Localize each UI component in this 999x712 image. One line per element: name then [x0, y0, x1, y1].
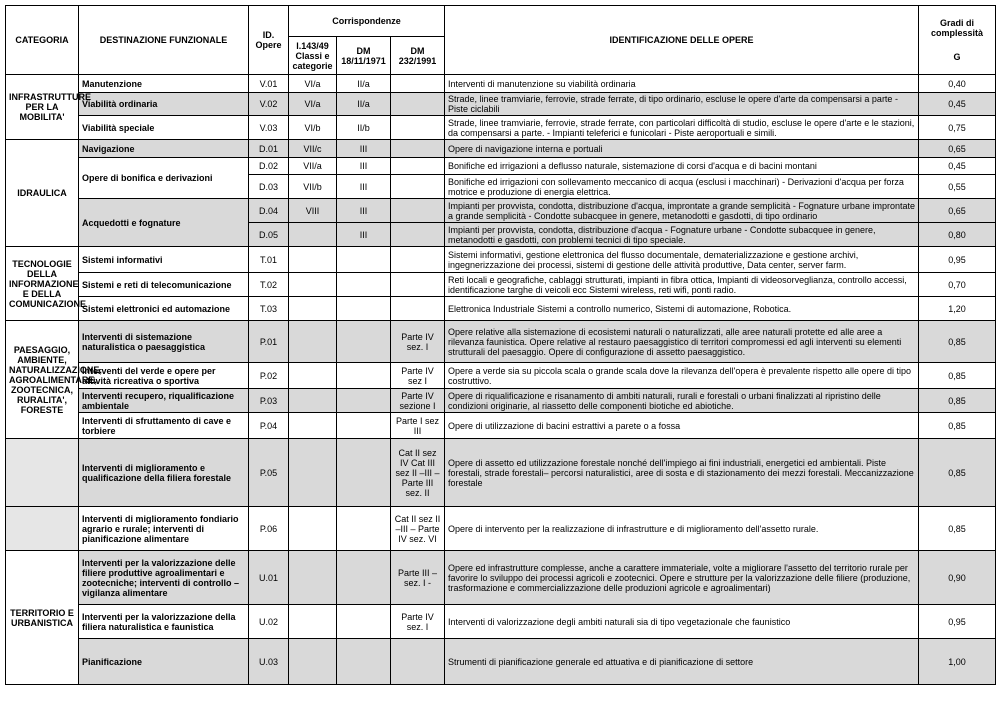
g-cell: 0,85 [919, 507, 996, 551]
desc-cell: Opere a verde sia su piccola scala o grande scala dove la rilevanza dell'opera è prevalente rispetto alle opere di tipo costruttivo. [445, 363, 919, 389]
dm91-cell: Parte IV sez. I [391, 321, 445, 363]
desc-cell: Elettronica Industriale Sistemi a controllo numerico, Sistemi di automazione, Robotica. [445, 297, 919, 321]
desc-cell: Sistemi informativi, gestione elettronica del flusso documentale, dematerializzazione e gestione archivi, ingegnerizzazione dei processi, sistemi di gestione delle attività produttive, Data center, server farm. [445, 247, 919, 273]
l143-cell: VIII [289, 199, 337, 223]
desc-cell: Impianti per provvista, condotta, distribuzione d'acqua, improntate a grande semplicità - Fognature urbane improntate a grande semplicità - Condotte subacquee in genere, metanodotti e gasdotti, di tipo ordinario [445, 199, 919, 223]
l143-cell [289, 551, 337, 605]
header-gradi-label: Gradi di complessità [930, 18, 984, 38]
desc-cell: Bonifiche ed irrigazioni con sollevamento meccanico di acqua (esclusi i macchinari) - Derivazioni d'acqua per forza motrice e produzione di energia elettrica. [445, 175, 919, 199]
l143-cell [289, 223, 337, 247]
dm91-cell: Parte IV sezione I [391, 389, 445, 413]
dm91-cell [391, 75, 445, 93]
category-empty [6, 507, 79, 551]
desc-cell: Opere di assetto ed utilizzazione forestale nonché dell'impiego ai fini industriali, energetici ed ambientali. Piste forestali, strade forestali– percorsi naturalistici, aree di sosta e di stazionamento dei mezzi forestali. Meccanizzazione forestale [445, 439, 919, 507]
dest-cell: Sistemi e reti di telecomunicazione [79, 273, 249, 297]
g-cell: 0,95 [919, 247, 996, 273]
g-cell: 0,80 [919, 223, 996, 247]
dest-cell: Interventi di sistemazione naturalistica o paesaggistica [79, 321, 249, 363]
dm71-cell [337, 273, 391, 297]
g-cell: 0,45 [919, 158, 996, 175]
dm71-cell [337, 551, 391, 605]
l143-cell [289, 321, 337, 363]
header-l143: l.143/49 Classi e categorie [289, 37, 337, 75]
dest-cell: Sistemi informativi [79, 247, 249, 273]
id-cell: V.03 [249, 116, 289, 140]
g-cell: 0,85 [919, 321, 996, 363]
dest-cell: Interventi di sfruttamento di cave e torbiere [79, 413, 249, 439]
dm71-cell [337, 297, 391, 321]
l143-cell [289, 605, 337, 639]
dm71-cell [337, 439, 391, 507]
id-cell: P.04 [249, 413, 289, 439]
id-cell: D.03 [249, 175, 289, 199]
l143-cell [289, 639, 337, 685]
g-cell: 0,40 [919, 75, 996, 93]
dm91-cell: Parte IV sez I [391, 363, 445, 389]
desc-cell: Strade, linee tramviarie, ferrovie, strade ferrate, di tipo ordinario, escluse le opere d'arte da compensarsi a parte - Piste ciclabili [445, 93, 919, 116]
dest-cell: Viabilità ordinaria [79, 93, 249, 116]
desc-cell: Interventi di manutenzione su viabilità ordinaria [445, 75, 919, 93]
header-g: G [953, 52, 961, 62]
g-cell: 0,70 [919, 273, 996, 297]
dm91-cell [391, 223, 445, 247]
dm71-cell [337, 413, 391, 439]
l143-cell: VI/b [289, 116, 337, 140]
dm91-cell [391, 247, 445, 273]
desc-cell: Opere di utilizzazione di bacini estrattivi a parete o a fossa [445, 413, 919, 439]
dm91-cell: Parte III – sez. I - [391, 551, 445, 605]
desc-cell: Opere di navigazione interna e portuali [445, 140, 919, 158]
l143-cell [289, 507, 337, 551]
desc-cell: Opere di riqualificazione e risanamento di ambiti naturali, rurali e forestali o urbani finalizzati al ripristino delle condizioni originarie, al riassetto delle componenti biotiche ed abiotiche. [445, 389, 919, 413]
header-dm1971: DM 18/11/1971 [337, 37, 391, 75]
l143-cell [289, 273, 337, 297]
dm91-cell [391, 158, 445, 175]
dm91-cell [391, 140, 445, 158]
desc-cell: Bonifiche ed irrigazioni a deflusso naturale, sistemazione di corsi d'acqua e di bacini montani [445, 158, 919, 175]
l143-cell [289, 247, 337, 273]
dm91-cell [391, 273, 445, 297]
header-id-opere: ID. Opere [249, 6, 289, 75]
id-cell: T.03 [249, 297, 289, 321]
desc-cell: Interventi di valorizzazione degli ambiti naturali sia di tipo vegetazionale che faunistico [445, 605, 919, 639]
desc-cell: Reti locali e geografiche, cablaggi strutturati, impianti in fibra ottica, Impianti di videosorveglianza, controllo accessi, identificazione targhe di veicoli ecc Sistemi wireless, reti wifi, ponti radio. [445, 273, 919, 297]
desc-cell: Strumenti di pianificazione generale ed attuativa e di pianificazione di settore [445, 639, 919, 685]
dest-cell: Opere di bonifica e derivazioni [79, 158, 249, 199]
dm91-cell [391, 199, 445, 223]
g-cell: 0,95 [919, 605, 996, 639]
dm71-cell [337, 321, 391, 363]
dest-cell: Viabilità speciale [79, 116, 249, 140]
dm71-cell [337, 363, 391, 389]
g-cell: 0,85 [919, 389, 996, 413]
category-infrastrutture: INFRASTRUTTURE PER LA MOBILITA' [6, 75, 79, 140]
id-cell: U.01 [249, 551, 289, 605]
header-destinazione: DESTINAZIONE FUNZIONALE [79, 6, 249, 75]
dm71-cell: III [337, 223, 391, 247]
id-cell: T.02 [249, 273, 289, 297]
dm91-cell [391, 116, 445, 140]
id-cell: D.01 [249, 140, 289, 158]
g-cell: 0,85 [919, 439, 996, 507]
l143-cell: VI/a [289, 93, 337, 116]
l143-cell [289, 413, 337, 439]
category-empty [6, 439, 79, 507]
dm71-cell: II/a [337, 93, 391, 116]
dm71-cell [337, 605, 391, 639]
dm71-cell: III [337, 199, 391, 223]
desc-cell: Opere di intervento per la realizzazione di infrastrutture e di miglioramento dell'assetto rurale. [445, 507, 919, 551]
dm71-cell [337, 247, 391, 273]
dm71-cell: II/b [337, 116, 391, 140]
dm71-cell: III [337, 175, 391, 199]
l143-cell: VII/c [289, 140, 337, 158]
id-cell: P.03 [249, 389, 289, 413]
dest-cell: Manutenzione [79, 75, 249, 93]
dm91-cell: Parte IV sez. I [391, 605, 445, 639]
desc-cell: Strade, linee tramviarie, ferrovie, strade ferrate, con particolari difficoltà di studio, escluse le opere d'arte e le stazioni, da compensarsi a parte. - Impianti teleferici e funicolari - Piste aeroportuali e simili. [445, 116, 919, 140]
g-cell: 0,55 [919, 175, 996, 199]
id-cell: T.01 [249, 247, 289, 273]
g-cell: 1,20 [919, 297, 996, 321]
id-cell: U.02 [249, 605, 289, 639]
id-cell: D.05 [249, 223, 289, 247]
dm71-cell [337, 389, 391, 413]
dest-cell: Interventi di miglioramento fondiario agrario e rurale; interventi di pianificazione alimentare [79, 507, 249, 551]
header-gradi [919, 6, 996, 75]
dest-cell: Interventi del verde e opere per attività ricreativa o sportiva [79, 363, 249, 389]
l143-cell: VII/a [289, 158, 337, 175]
header-categoria: CATEGORIA [6, 6, 79, 75]
g-cell: 0,75 [919, 116, 996, 140]
category-territorio: TERRITORIO E URBANISTICA [6, 551, 79, 685]
l143-cell: VI/a [289, 75, 337, 93]
l143-cell: VII/b [289, 175, 337, 199]
id-cell: D.02 [249, 158, 289, 175]
l143-cell [289, 389, 337, 413]
id-cell: P.02 [249, 363, 289, 389]
dest-cell: Interventi recupero, riqualificazione ambientale [79, 389, 249, 413]
dm71-cell: III [337, 158, 391, 175]
id-cell: P.05 [249, 439, 289, 507]
id-cell: D.04 [249, 199, 289, 223]
opere-table [5, 5, 996, 685]
id-cell: P.06 [249, 507, 289, 551]
dest-cell: Acquedotti e fognature [79, 199, 249, 247]
g-cell: 0,90 [919, 551, 996, 605]
dm71-cell: II/a [337, 75, 391, 93]
l143-cell [289, 363, 337, 389]
dm91-cell [391, 175, 445, 199]
dest-cell: Pianificazione [79, 639, 249, 685]
g-cell: 0,45 [919, 93, 996, 116]
dest-cell: Sistemi elettronici ed automazione [79, 297, 249, 321]
dm71-cell [337, 639, 391, 685]
dm91-cell [391, 639, 445, 685]
dest-cell: Navigazione [79, 140, 249, 158]
category-tic: TECNOLOGIE DELLA INFORMAZIONE E DELLA COMUNICAZIONE [6, 247, 79, 321]
desc-cell: Impianti per provvista, condotta, distribuzione d'acqua - Fognature urbane - Condotte subacquee in genere, metanodotti e gasdotti, con problemi tecnici di tipo speciale. [445, 223, 919, 247]
g-cell: 0,65 [919, 140, 996, 158]
dest-cell: Interventi per la valorizzazione della filiera naturalistica e faunistica [79, 605, 249, 639]
category-idraulica: IDRAULICA [6, 140, 79, 247]
dest-cell: Interventi di miglioramento e qualificazione della filiera forestale [79, 439, 249, 507]
l143-cell [289, 297, 337, 321]
dm91-cell: Parte I sez III [391, 413, 445, 439]
g-cell: 0,85 [919, 363, 996, 389]
dm91-cell [391, 93, 445, 116]
g-cell: 0,85 [919, 413, 996, 439]
desc-cell: Opere ed infrastrutture complesse, anche a carattere immateriale, volte a migliorare l'assetto del territorio rurale per favorire lo sviluppo dei processi agricoli e zootecnici. Opere e strutture per la valorizzazione delle filiere (produzione, trasformazione e commercializzazione delle produzioni agricole e agroalimentari) [445, 551, 919, 605]
g-cell: 0,65 [919, 199, 996, 223]
dm71-cell: III [337, 140, 391, 158]
dest-cell: Interventi per la valorizzazione delle filiere produttive agroalimentari e zootecniche; interventi di controllo – vigilanza alimentare [79, 551, 249, 605]
id-cell: V.01 [249, 75, 289, 93]
id-cell: P.01 [249, 321, 289, 363]
g-cell: 1,00 [919, 639, 996, 685]
desc-cell: Opere relative alla sistemazione di ecosistemi naturali o naturalizzati, alle aree naturali protette ed alle aree a rilevanza faunistica. Opere relative al restauro paesaggistico di territori compromessi ed agli interventi su elementi strutturali del paesaggio. Opere di configurazione di assetto paesaggistico. [445, 321, 919, 363]
dm91-cell: Cat II sez IV Cat III sez II –III – Parte III sez. II [391, 439, 445, 507]
header-identificazione: IDENTIFICAZIONE DELLE OPERE [445, 6, 919, 75]
dm71-cell [337, 507, 391, 551]
dm91-cell: Cat II sez II –III – Parte IV sez. VI [391, 507, 445, 551]
id-cell: U.03 [249, 639, 289, 685]
dm91-cell [391, 297, 445, 321]
category-paesaggio: PAESAGGIO, AMBIENTE, NATURALIZZAZIONE, AGROALIMENTARE, ZOOTECNICA, RURALITA', FORESTE [6, 321, 79, 439]
id-cell: V.02 [249, 93, 289, 116]
header-dm1991: DM 232/1991 [391, 37, 445, 75]
l143-cell [289, 439, 337, 507]
header-corrispondenze: Corrispondenze [289, 6, 445, 37]
